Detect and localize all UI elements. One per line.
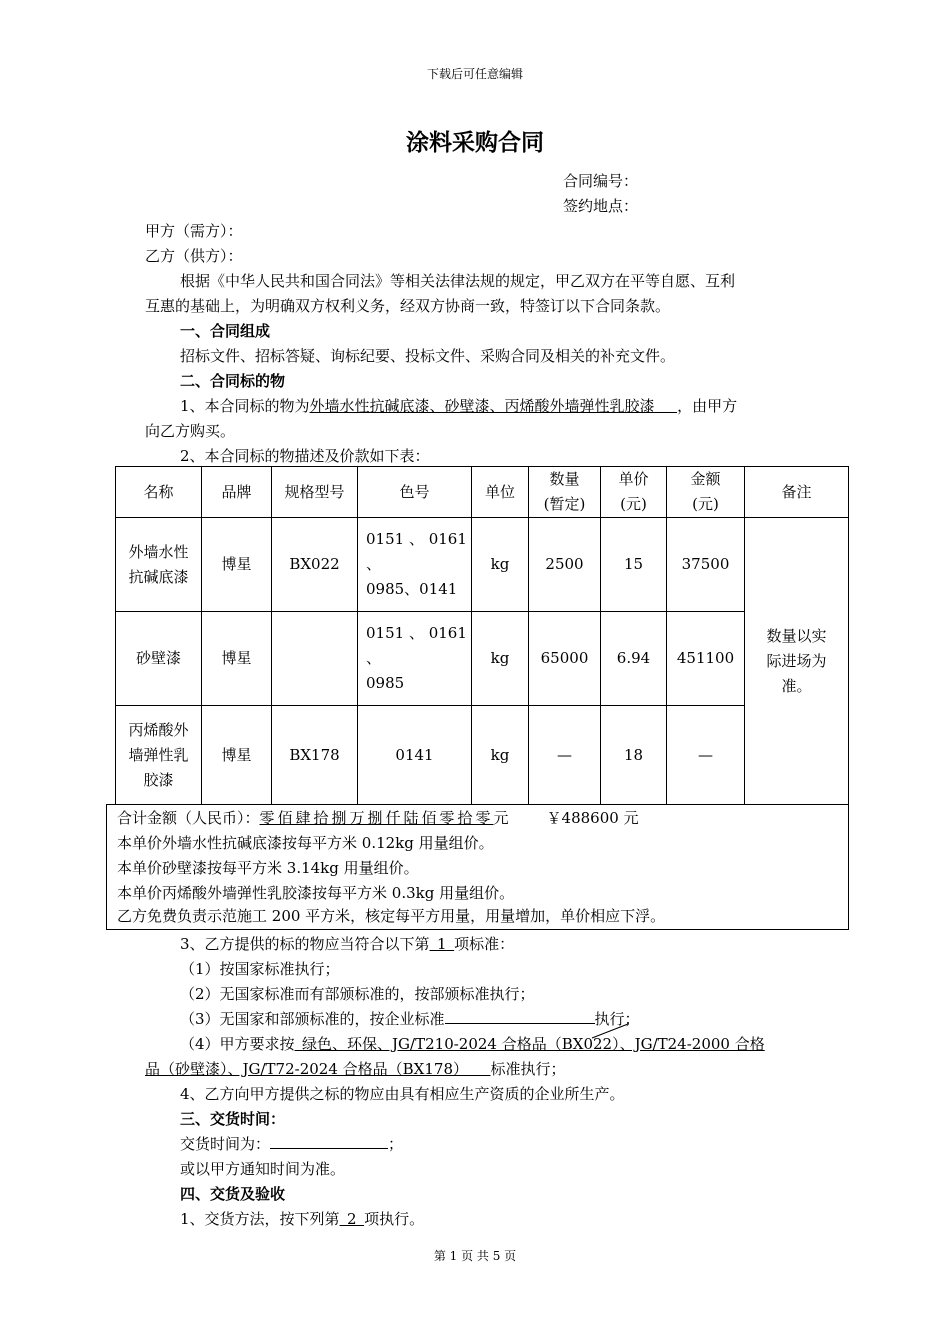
cell-unit: kg (472, 706, 529, 805)
item2-text: 2、本合同标的物描述及价款如下表： (180, 447, 430, 465)
delivery-method-prefix: 1、交货方法，按下列第 (180, 1210, 340, 1228)
section2-heading: 二、合同标的物 (180, 372, 286, 390)
item3-prefix: 3、乙方提供的标的物应当符合以下第 (180, 935, 430, 953)
cell-brand: 博星 (202, 706, 272, 805)
table-row (116, 518, 849, 612)
delivery-time-alternative: 或以甲方通知时间为准。 (180, 1160, 346, 1178)
item3-value: 1 (437, 935, 447, 953)
cell-color: 0141 (358, 706, 472, 805)
header-cell-unit-price: 单价 (元) (601, 467, 667, 518)
header-cell-amount: 金额 (元) (667, 467, 745, 518)
cell-model: BX022 (272, 518, 358, 612)
cell-quantity: — (529, 706, 601, 805)
cell-quantity: 65000 (529, 612, 601, 706)
item1-suffix: ，由甲方 (677, 397, 738, 415)
cell-amount: 451100 (667, 612, 745, 706)
cell-model: BX178 (272, 706, 358, 805)
table-row (116, 612, 849, 706)
item1-subject: 外墙水性抗碱底漆、砂壁漆、丙烯酸外墙弹性乳胶漆 (309, 397, 655, 415)
standard-4-prefix: （4）甲方要求按 (180, 1035, 295, 1053)
header-cell-unit: 单位 (472, 467, 529, 518)
header-note: 下载后可任意编辑 (426, 67, 523, 81)
intro-paragraph-line1: 根据《中华人民共和国合同法》等相关法律法规的规定，甲乙双方在平等自愿、互利 (180, 272, 736, 290)
summary-note-4: 乙方免费负责示范施工 200 平方米，核定每平方用量，用量增加，单价相应下浮。 (117, 907, 666, 925)
header-cell-quantity: 数量 (暂定) (529, 467, 601, 518)
summary-note-1: 本单价外墙水性抗碱底漆按每平方米 0.12kg 用量组价。 (117, 834, 494, 852)
cell-color: 0151 、 0161 、 0985、0141 (358, 518, 472, 612)
item1-line2: 向乙方购买。 (145, 422, 236, 440)
header-cell-color: 色号 (358, 467, 472, 518)
summary-note-3: 本单价丙烯酸外墙弹性乳胶漆按每平方米 0.3kg 用量组价。 (117, 884, 515, 902)
goods-table (115, 466, 849, 805)
cell-brand: 博星 (202, 518, 272, 612)
page-footer: 第 1 页 共 5 页 (433, 1249, 517, 1263)
standard-4-value: 绿色、环保、JG/T210-2024 合格品（BX022）、JG/T24-2000 合格 (302, 1035, 765, 1053)
standard-1: （1）按国家标准执行； (180, 960, 340, 978)
cell-amount: 37500 (667, 518, 745, 612)
cell-name: 外墙水性 抗碱底漆 (116, 518, 202, 612)
cell-color: 0151 、 0161 、 0985 (358, 612, 472, 706)
total-unit: 元 (493, 809, 509, 827)
header-cell-brand: 品牌 (202, 467, 272, 518)
header-cell-model: 规格型号 (272, 467, 358, 518)
cell-unit-price: 6.94 (601, 612, 667, 706)
delivery-method-line (180, 1209, 424, 1229)
cell-remark: 数量以实 际进场为 准。 (745, 518, 849, 805)
cell-unit: kg (472, 518, 529, 612)
item3-line (180, 934, 514, 954)
total-label: 合计金额（人民币）： (117, 809, 260, 827)
total-amount-number: ￥488600 元 (546, 809, 639, 827)
item1-prefix: 1、本合同标的物为 (180, 397, 310, 415)
cell-unit: kg (472, 612, 529, 706)
table-header-row (116, 467, 849, 518)
section1-text: 招标文件、招标答疑、询标纪要、投标文件、采购合同及相关的补充文件。 (180, 347, 676, 365)
standard-2: （2）无国家标准而有部颁标准的，按部颁标准执行； (180, 985, 535, 1003)
cell-name: 丙烯酸外 墙弹性乳 胶漆 (116, 706, 202, 805)
sign-place-label: 签约地点： (563, 197, 639, 215)
contract-number-label: 合同编号： (563, 172, 639, 190)
party-b-label: 乙方（供方）： (145, 247, 243, 265)
table-row (116, 706, 849, 805)
delivery-time-blank (270, 1134, 388, 1149)
header-cell-name: 名称 (116, 467, 202, 518)
delivery-time-suffix: ； (388, 1135, 404, 1153)
standard-4-line2 (145, 1059, 566, 1079)
item1-line1 (180, 396, 737, 416)
header-cell-remark: 备注 (745, 467, 849, 518)
total-amount-words: 零佰肆拾捌万捌仟陆佰零拾零 (259, 809, 494, 827)
standard-4-line1 (180, 1034, 765, 1054)
item4-text: 4、乙方向甲方提供之标的物应由具有相应生产资质的企业所生产。 (180, 1085, 625, 1103)
section1-heading: 一、合同组成 (180, 322, 271, 340)
document-title: 涂料采购合同 (406, 130, 544, 156)
delivery-method-suffix: 项执行。 (364, 1210, 425, 1228)
delivery-method-value: 2 (347, 1210, 357, 1228)
cell-unit-price: 15 (601, 518, 667, 612)
standard-3-suffix: 执行； (594, 1010, 640, 1028)
item3-suffix: 项标准： (454, 935, 515, 953)
party-a-label: 甲方（需方）： (145, 222, 243, 240)
cell-unit-price: 18 (601, 706, 667, 805)
standard-3-prefix: （3）无国家和部颁标准的，按企业标准 (180, 1010, 445, 1028)
enterprise-standard-blank (445, 1009, 595, 1024)
cell-brand: 博星 (202, 612, 272, 706)
section4-heading: 四、交货及验收 (180, 1185, 286, 1203)
delivery-time-label: 交货时间为： (180, 1135, 271, 1153)
delivery-time-line (180, 1134, 403, 1154)
standard-4-suffix: 标准执行； (490, 1060, 566, 1078)
cell-quantity: 2500 (529, 518, 601, 612)
cell-amount: — (667, 706, 745, 805)
cell-name: 砂壁漆 (116, 612, 202, 706)
total-amount-line (117, 808, 639, 828)
summary-note-2: 本单价砂壁漆按每平方米 3.14kg 用量组价。 (117, 859, 419, 877)
intro-paragraph-line2: 互惠的基础上，为明确双方权利义务，经双方协商一致，特签订以下合同条款。 (145, 297, 671, 315)
cell-model (272, 612, 358, 706)
section3-heading: 三、交货时间： (180, 1110, 286, 1128)
summary-box (106, 804, 849, 930)
standard-4-value-cont: 品（砂壁漆）、JG/T72-2024 合格品（BX178） (145, 1060, 468, 1078)
standard-3 (180, 1009, 640, 1029)
